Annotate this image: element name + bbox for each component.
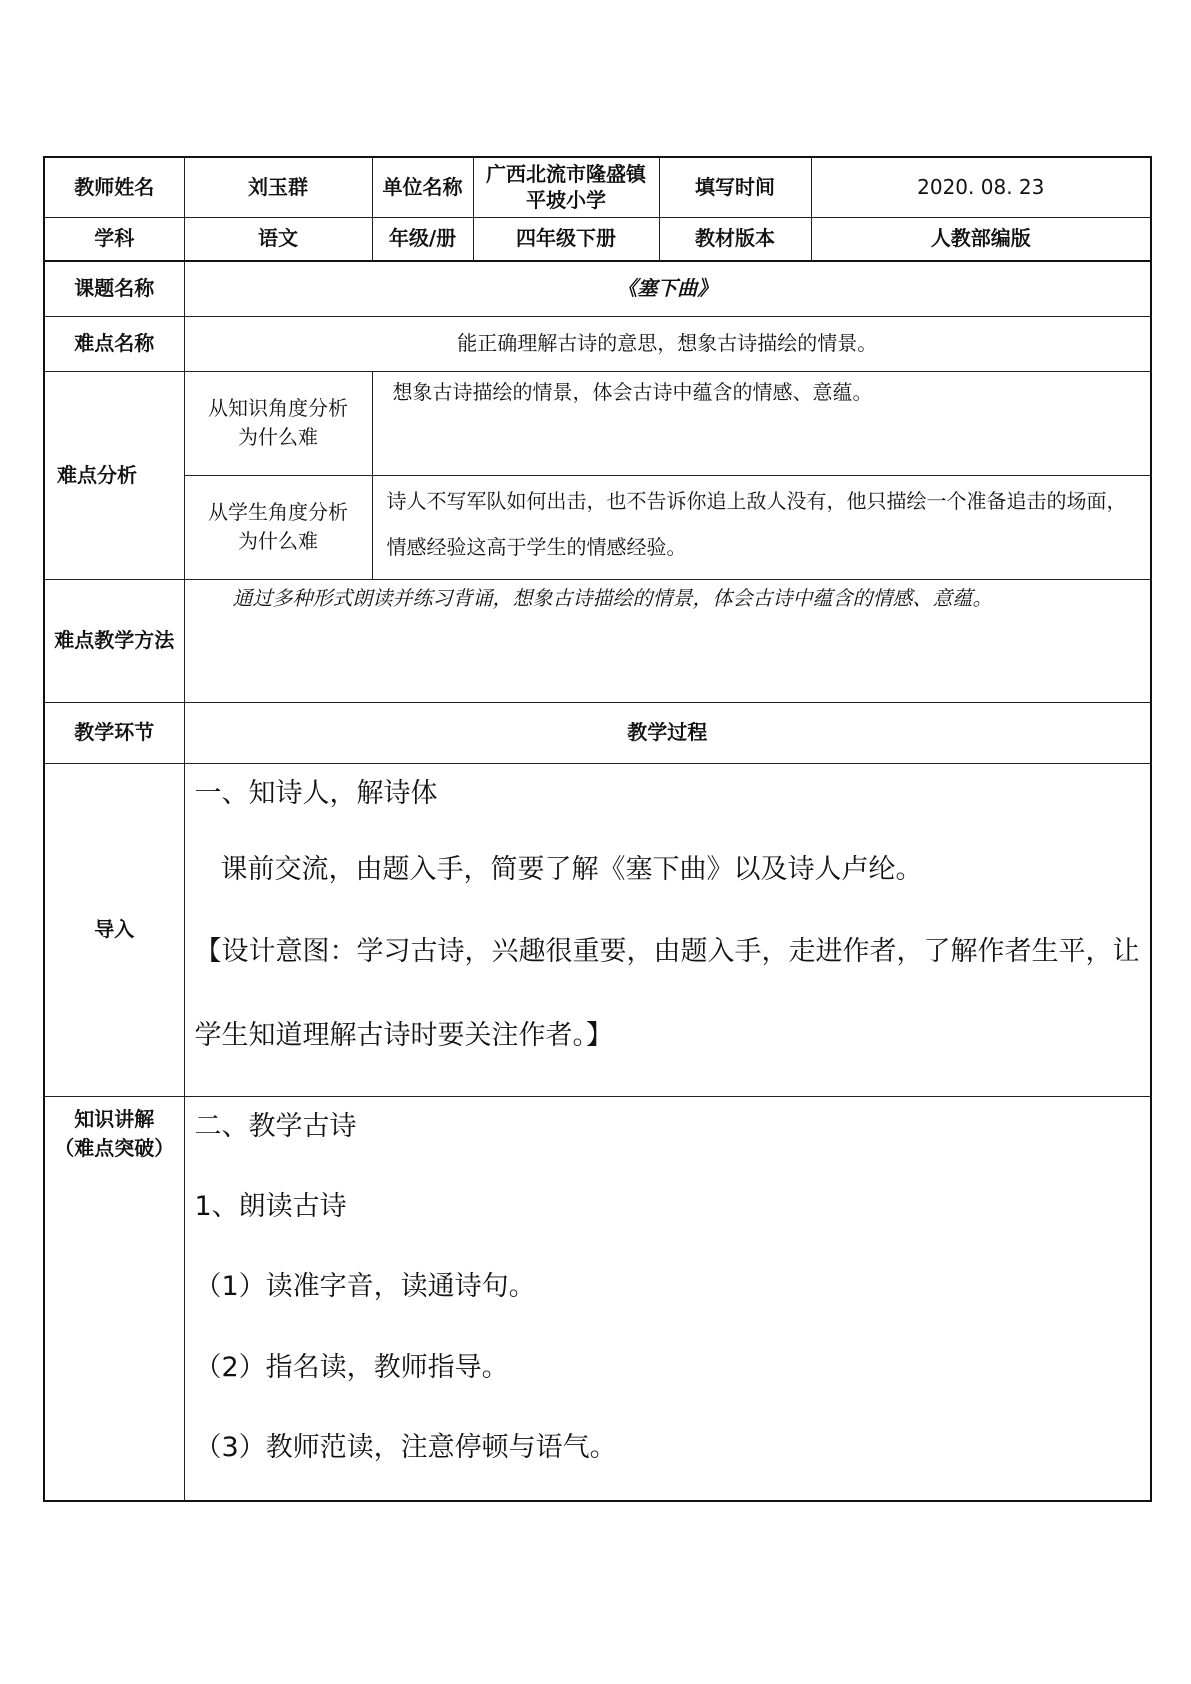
method-text: 通过多种形式朗读并练习背诵，想象古诗描绘的情景，体会古诗中蕴含的情感、意蕴。 xyxy=(184,579,1151,702)
topic-label: 课题名称 xyxy=(44,261,184,316)
edition-value: 人教部编版 xyxy=(811,217,1151,261)
unit-label: 单位名称 xyxy=(372,157,473,217)
analysis-label: 难点分析 xyxy=(44,371,184,579)
explain-step: （2）指名读，教师指导。 xyxy=(194,1351,509,1383)
intro-line: 课前交流，由题入手，简要了解《塞下曲》以及诗人卢纶。 xyxy=(220,853,923,885)
date-value: 2020. 08. 23 xyxy=(811,157,1151,217)
knowledge-angle-label: 从知识角度分析为什么难 xyxy=(184,371,372,475)
explain-step: （1）读准字音，读通诗句。 xyxy=(194,1271,536,1303)
explain-label-line2: （难点突破） xyxy=(54,1135,175,1160)
explain-step: （3）教师范读，注意停顿与语气。 xyxy=(194,1432,617,1464)
student-angle-label: 从学生角度分析为什么难 xyxy=(184,475,372,579)
edition-label: 教材版本 xyxy=(659,217,811,261)
unit-value xyxy=(473,157,659,217)
unit-value-line1: 广西北流市隆盛镇 xyxy=(486,162,646,187)
process-header-label: 教学过程 xyxy=(184,702,1151,763)
subject-label: 学科 xyxy=(44,217,184,261)
teacher-label: 教师姓名 xyxy=(44,157,184,217)
explain-content xyxy=(184,1096,1151,1501)
intro-heading: 一、知诗人，解诗体 xyxy=(194,777,438,809)
topic-value: 《塞下曲》 xyxy=(184,261,1151,316)
lesson-form-table xyxy=(43,156,1152,1502)
grade-value: 四年级下册 xyxy=(473,217,659,261)
explain-step: 1、朗读古诗 xyxy=(194,1190,347,1222)
intro-label: 导入 xyxy=(44,763,184,1096)
explain-heading: 二、教学古诗 xyxy=(194,1110,357,1142)
difficulty-label: 难点名称 xyxy=(44,316,184,371)
difficulty-value: 能正确理解古诗的意思，想象古诗描绘的情景。 xyxy=(184,316,1151,371)
date-label: 填写时间 xyxy=(659,157,811,217)
subject-value: 语文 xyxy=(184,217,372,261)
student-angle-text: 诗人不写军队如何出击，也不告诉你追上敌人没有，他只描绘一个准备追击的场面，情感经验这高于学生的情感经验。 xyxy=(372,475,1151,579)
stage-header-label: 教学环节 xyxy=(44,702,184,763)
knowledge-angle-text: 想象古诗描绘的情景，体会古诗中蕴含的情感、意蕴。 xyxy=(372,371,1151,475)
explain-label xyxy=(44,1096,184,1501)
teacher-value: 刘玉群 xyxy=(184,157,372,217)
explain-label-line1: 知识讲解 xyxy=(74,1106,155,1131)
grade-label: 年级/册 xyxy=(372,217,473,261)
unit-value-line2: 平坡小学 xyxy=(526,188,606,213)
intro-design-note: 【设计意图：学习古诗，兴趣很重要，由题入手，走进作者，了解作者生平，让学生知道理解古诗时要关注作者。】 xyxy=(194,936,1140,1051)
method-label: 难点教学方法 xyxy=(44,579,184,702)
intro-content xyxy=(184,763,1151,1096)
